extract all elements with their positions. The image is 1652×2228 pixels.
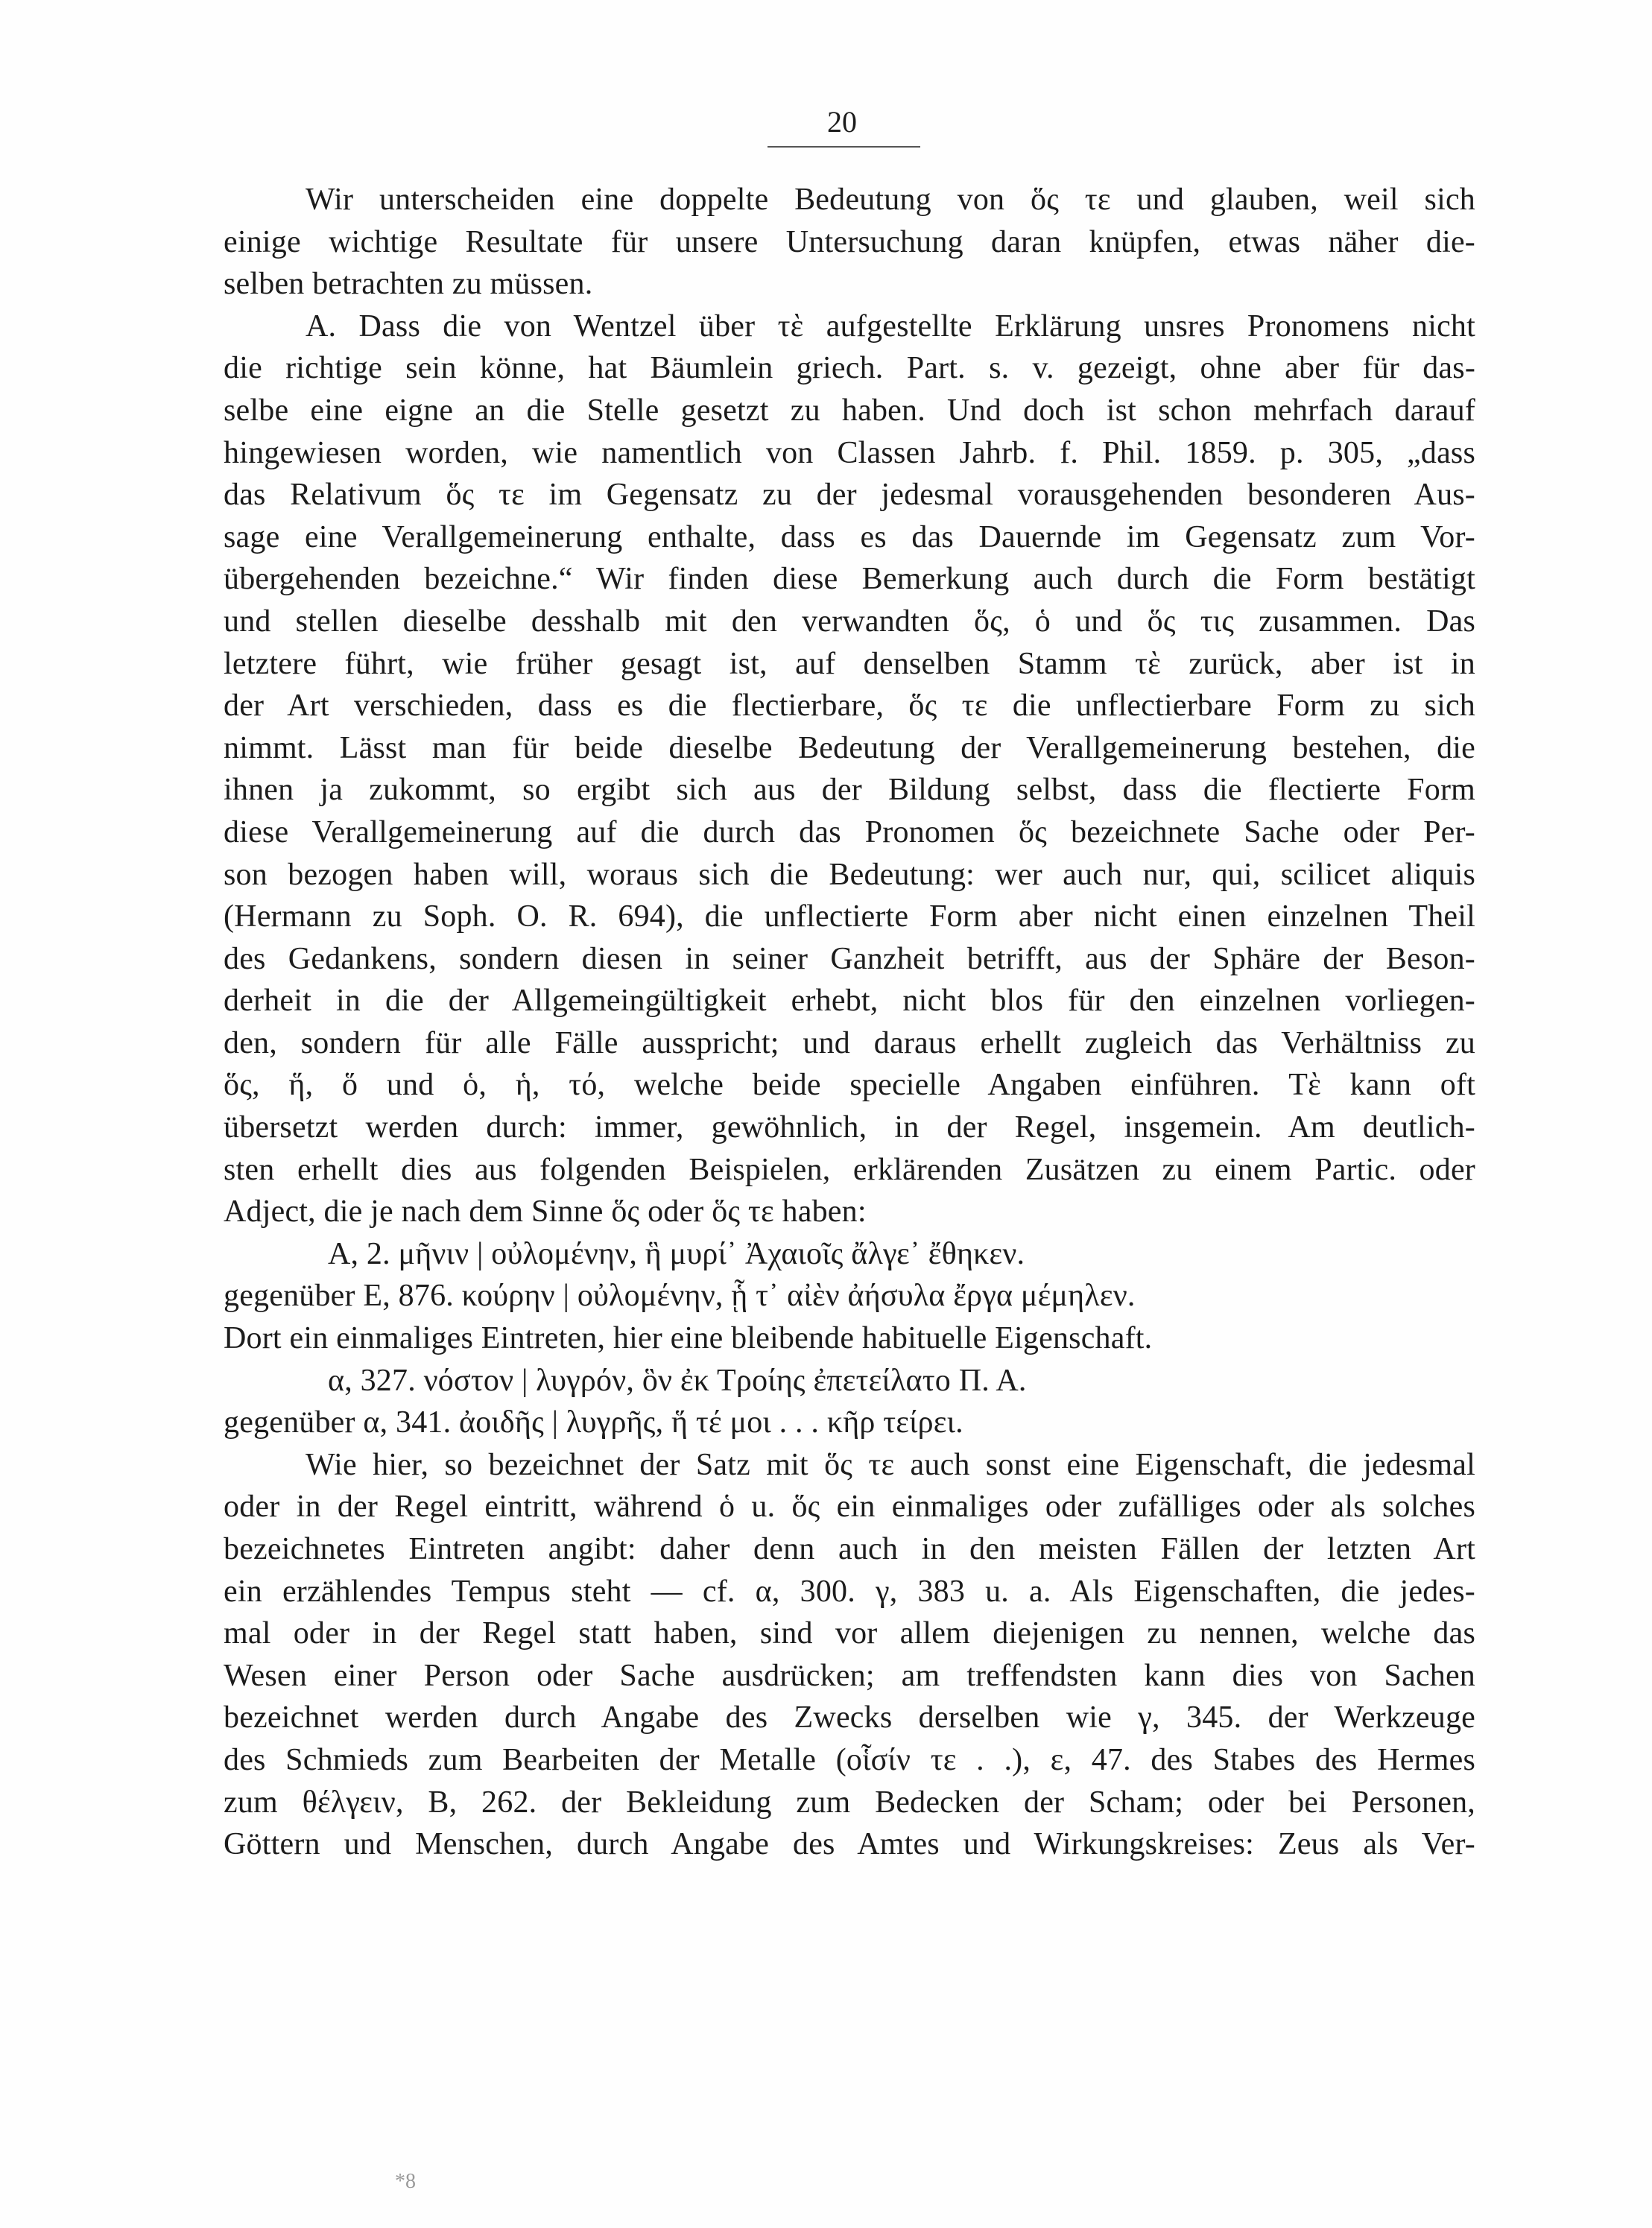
text-line: Wir unterscheiden eine doppelte Bedeutung von ὅς τε und glauben, weil sich [306, 183, 1475, 217]
text-line: gegenüber Ε, 876. κούρην | οὐλομένην, ᾗ τ᾽ αἰὲν ἀήσυλα ἔργα μέμηλεν. [224, 1279, 1136, 1314]
text-line: sten erhellt dies aus folgenden Beispielen, erklärenden Zusätzen zu einem Partic. oder [224, 1152, 1475, 1187]
text-line: diese Verallgemeinerung auf die durch das Pronomen ὅς bezeichnete Sache oder Per- [224, 814, 1475, 849]
text-line: mal oder in der Regel statt haben, sind vor allem diejenigen zu nennen, welche das [224, 1616, 1475, 1651]
text-line: ein erzählendes Tempus steht — cf. α, 300. γ, 383 u. a. Als Eigenschaften, die jedes- [224, 1574, 1475, 1609]
text-line: Dort ein einmaliges Eintreten, hier eine bleibende habituelle Eigenschaft. [224, 1321, 1153, 1356]
text-line: A. Dass die von Wentzel über τὲ aufgestellte Erklärung unsres Pronomens nicht [306, 308, 1475, 344]
body-text [224, 179, 1475, 1866]
text-line: ὅς, ἥ, ὅ und ὁ, ἡ, τό, welche beide specielle Angaben einführen. Τὲ kann oft [224, 1068, 1475, 1103]
text-line: nimmt. Lässt man für beide dieselbe Bedeutung der Verallgemeinerung bestehen, die [224, 730, 1475, 765]
text-line: und stellen dieselbe desshalb mit den verwandten ὅς, ὁ und ὅς τις zusammen. Das [224, 604, 1475, 639]
text-line: das Relativum ὅς τε im Gegensatz zu der jedesmal vorausgehenden besonderen Aus- [224, 478, 1475, 513]
page-number-rule [768, 146, 920, 148]
text-line: gegenüber α, 341. ἀοιδῆς | λυγρῆς, ἥ τέ μοι . . . κῆρ τείρει. [224, 1405, 963, 1440]
footer-mark: *8 [395, 2170, 416, 2193]
text-line: bezeichnet werden durch Angabe des Zwecks derselben wie γ, 345. der Werkzeuge [224, 1700, 1475, 1735]
text-line: übergehenden bezeichne.“ Wir finden diese Bemerkung auch durch die Form bestätigt [224, 562, 1475, 597]
text-line: α, 327. νόστον | λυγρόν, ὃν ἐκ Τροίης ἐπετείλατο Π. Α. [328, 1363, 1027, 1398]
text-line: sage eine Verallgemeinerung enthalte, dass es das Dauernde im Gegensatz zum Vor- [224, 519, 1475, 554]
text-line: derheit in die der Allgemeingültigkeit erhebt, nicht blos für den einzelnen vorliegen- [224, 984, 1475, 1019]
text-line: selbe eine eigne an die Stelle gesetzt zu haben. Und doch ist schon mehrfach darauf [224, 393, 1475, 428]
text-line: (Hermann zu Soph. O. R. 694), die unflectierte Form aber nicht einen einzelnen Theil [224, 899, 1475, 934]
text-line: Wesen einer Person oder Sache ausdrücken; am treffendsten kann dies von Sachen [224, 1658, 1475, 1693]
text-line: selben betrachten zu müssen. [224, 267, 593, 302]
text-line: Α, 2. μῆνιν | οὐλομένην, ἣ μυρί᾽ Ἀχαιοῖς ἄλγε᾽ ἔθηκεν. [328, 1236, 1025, 1271]
text-line: der Art verschieden, dass es die flectierbare, ὅς τε die unflectierbare Form zu sich [224, 689, 1475, 724]
text-line: Göttern und Menschen, durch Angabe des Amtes und Wirkungskreises: Zeus als Ver- [224, 1827, 1475, 1862]
text-line: des Schmieds zum Bearbeiten der Metalle (οἷσίν τε . .), ε, 47. des Stabes des Hermes [224, 1742, 1475, 1777]
text-line: son bezogen haben will, woraus sich die Bedeutung: wer auch nur, qui, scilicet aliquis [224, 857, 1475, 892]
text-line: bezeichnetes Eintreten angibt: daher denn auch in den meisten Fällen der letzten Art [224, 1532, 1475, 1566]
text-line: hingewiesen worden, wie namentlich von Classen Jahrb. f. Phil. 1859. p. 305, „dass [224, 435, 1475, 470]
text-line: den, sondern für alle Fälle ausspricht; und daraus erhellt zugleich das Verhältniss zu [224, 1025, 1475, 1060]
text-line: letztere führt, wie früher gesagt ist, auf denselben Stamm τὲ zurück, aber ist in [224, 646, 1475, 681]
text-line: des Gedankens, sondern diesen in seiner Ganzheit betrifft, aus der Sphäre der Beson- [224, 941, 1475, 976]
text-line: oder in der Regel eintritt, während ὁ u. ὅς ein einmaliges oder zufälliges oder als solches [224, 1490, 1475, 1525]
text-line: ihnen ja zukommt, so ergibt sich aus der Bildung selbst, dass die flectierte Form [224, 773, 1475, 808]
text-line: die richtige sein könne, hat Bäumlein griech. Part. s. v. gezeigt, ohne aber für das- [224, 351, 1475, 386]
page-number: 20 [827, 105, 857, 139]
text-line: zum θέλγειν, Β, 262. der Bekleidung zum Bedecken der Scham; oder bei Personen, [224, 1785, 1475, 1820]
text-line: übersetzt werden durch: immer, gewöhnlich, in der Regel, insgemein. Am deutlich- [224, 1110, 1475, 1145]
text-line: einige wichtige Resultate für unsere Untersuchung daran knüpfen, etwas näher die- [224, 224, 1475, 259]
text-line: Wie hier, so bezeichnet der Satz mit ὅς τε auch sonst eine Eigenschaft, die jedesmal [306, 1447, 1475, 1482]
text-line: Adject, die je nach dem Sinne ὅς oder ὅς τε haben: [224, 1194, 867, 1229]
